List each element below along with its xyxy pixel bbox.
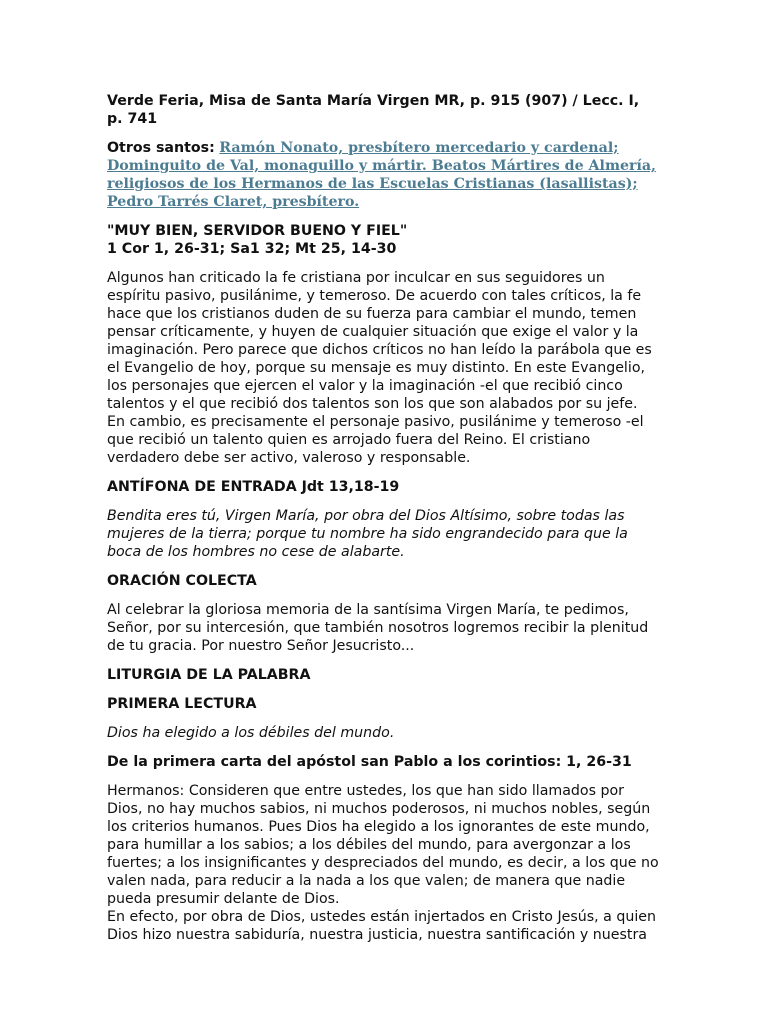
colecta-heading: ORACIÓN COLECTA — [107, 573, 257, 589]
otros-santos-paragraph — [107, 139, 659, 211]
primera-lectura-heading: PRIMERA LECTURA — [107, 696, 257, 712]
antifona-text: Bendita eres tú, Virgen María, por obra del Dios Altísimo, sobre todas las mujeres de la tierra; porque tu nombre ha sido engrandecido para que la boca de los hombres no cese de alabarte. — [107, 508, 628, 560]
primera-lectura-paragraph-1: Hermanos: Consideren que entre ustedes, los que han sido llamados por Dios, no hay muchos sabios, ni muchos poderosos, ni muchos nobles, según los criterios humanos. Pues Dios ha elegido a los ignorantes de este mundo, para humillar a los sabios; a los débiles del mundo, para avergonzar a los fuertes; a los insignificantes y despreciados del mundo, es decir, a los que no valen nada, para reducir a la nada a los que valen; de manera que nadie pueda presumir delante de Dios. — [107, 783, 659, 907]
theme-refs: 1 Cor 1, 26-31; Sa1 32; Mt 25, 14-30 — [107, 241, 397, 257]
antifona-heading: ANTÍFONA DE ENTRADA Jdt 13,18-19 — [107, 479, 400, 495]
otros-santos-link[interactable]: Ramón Nonato, presbítero mercedario y cardenal; Dominguito de Val, monaguillo y mártir. Beatos Mártires de Almería, religiosos de los Hermanos de las Escuelas Cristianas (lasallistas); Pedro Tarrés Claret, presbítero. — [107, 140, 656, 210]
theme-title: "MUY BIEN, SERVIDOR BUENO Y FIEL" — [107, 223, 408, 239]
primera-lectura-source: De la primera carta del apóstol san Pablo a los corintios: 1, 26-31 — [107, 754, 632, 770]
intro-paragraph: Algunos han criticado la fe cristiana por inculcar en sus seguidores un espíritu pasivo, pusilánime, y temeroso. De acuerdo con tales críticos, la fe hace que los cristianos duden de su fuerza para cambiar el mundo, temen pensar críticamente, y huyen de cualquier situación que exige el valor y la imaginación. Pero parece que dichos críticos no han leído la parábola que es el Evangelio de hoy, porque su mensaje es muy distinto. En este Evangelio, los personajes que ejercen el valor y la imaginación -el que recibió cinco talentos y el que recibió dos talentos son los que son alabados por su jefe. En cambio, es precisamente el personaje pasivo, pusilánime y temeroso -el que recibió un talento quien es arrojado fuera del Reino. El cristiano verdadero debe ser activo, valeroso y responsable. — [107, 270, 652, 466]
otros-santos-label: Otros santos: — [107, 140, 215, 156]
primera-lectura-paragraph-2: En efecto, por obra de Dios, ustedes están injertados en Cristo Jesús, a quien Dios hizo nuestra sabiduría, nuestra justicia, nuestra santificación y nuestra — [107, 909, 657, 943]
header-title: Verde Feria, Misa de Santa María Virgen MR, p. 915 (907) / Lecc. I, p. 741 — [107, 93, 640, 127]
primera-lectura-subtitle: Dios ha elegido a los débiles del mundo. — [107, 725, 395, 741]
colecta-text: Al celebrar la gloriosa memoria de la santísima Virgen María, te pedimos, Señor, por su intercesión, que también nosotros logremos recibir la plenitud de tu gracia. Por nuestro Señor Jesucristo... — [107, 602, 649, 654]
document-content — [107, 92, 659, 944]
liturgia-heading: LITURGIA DE LA PALABRA — [107, 667, 311, 683]
